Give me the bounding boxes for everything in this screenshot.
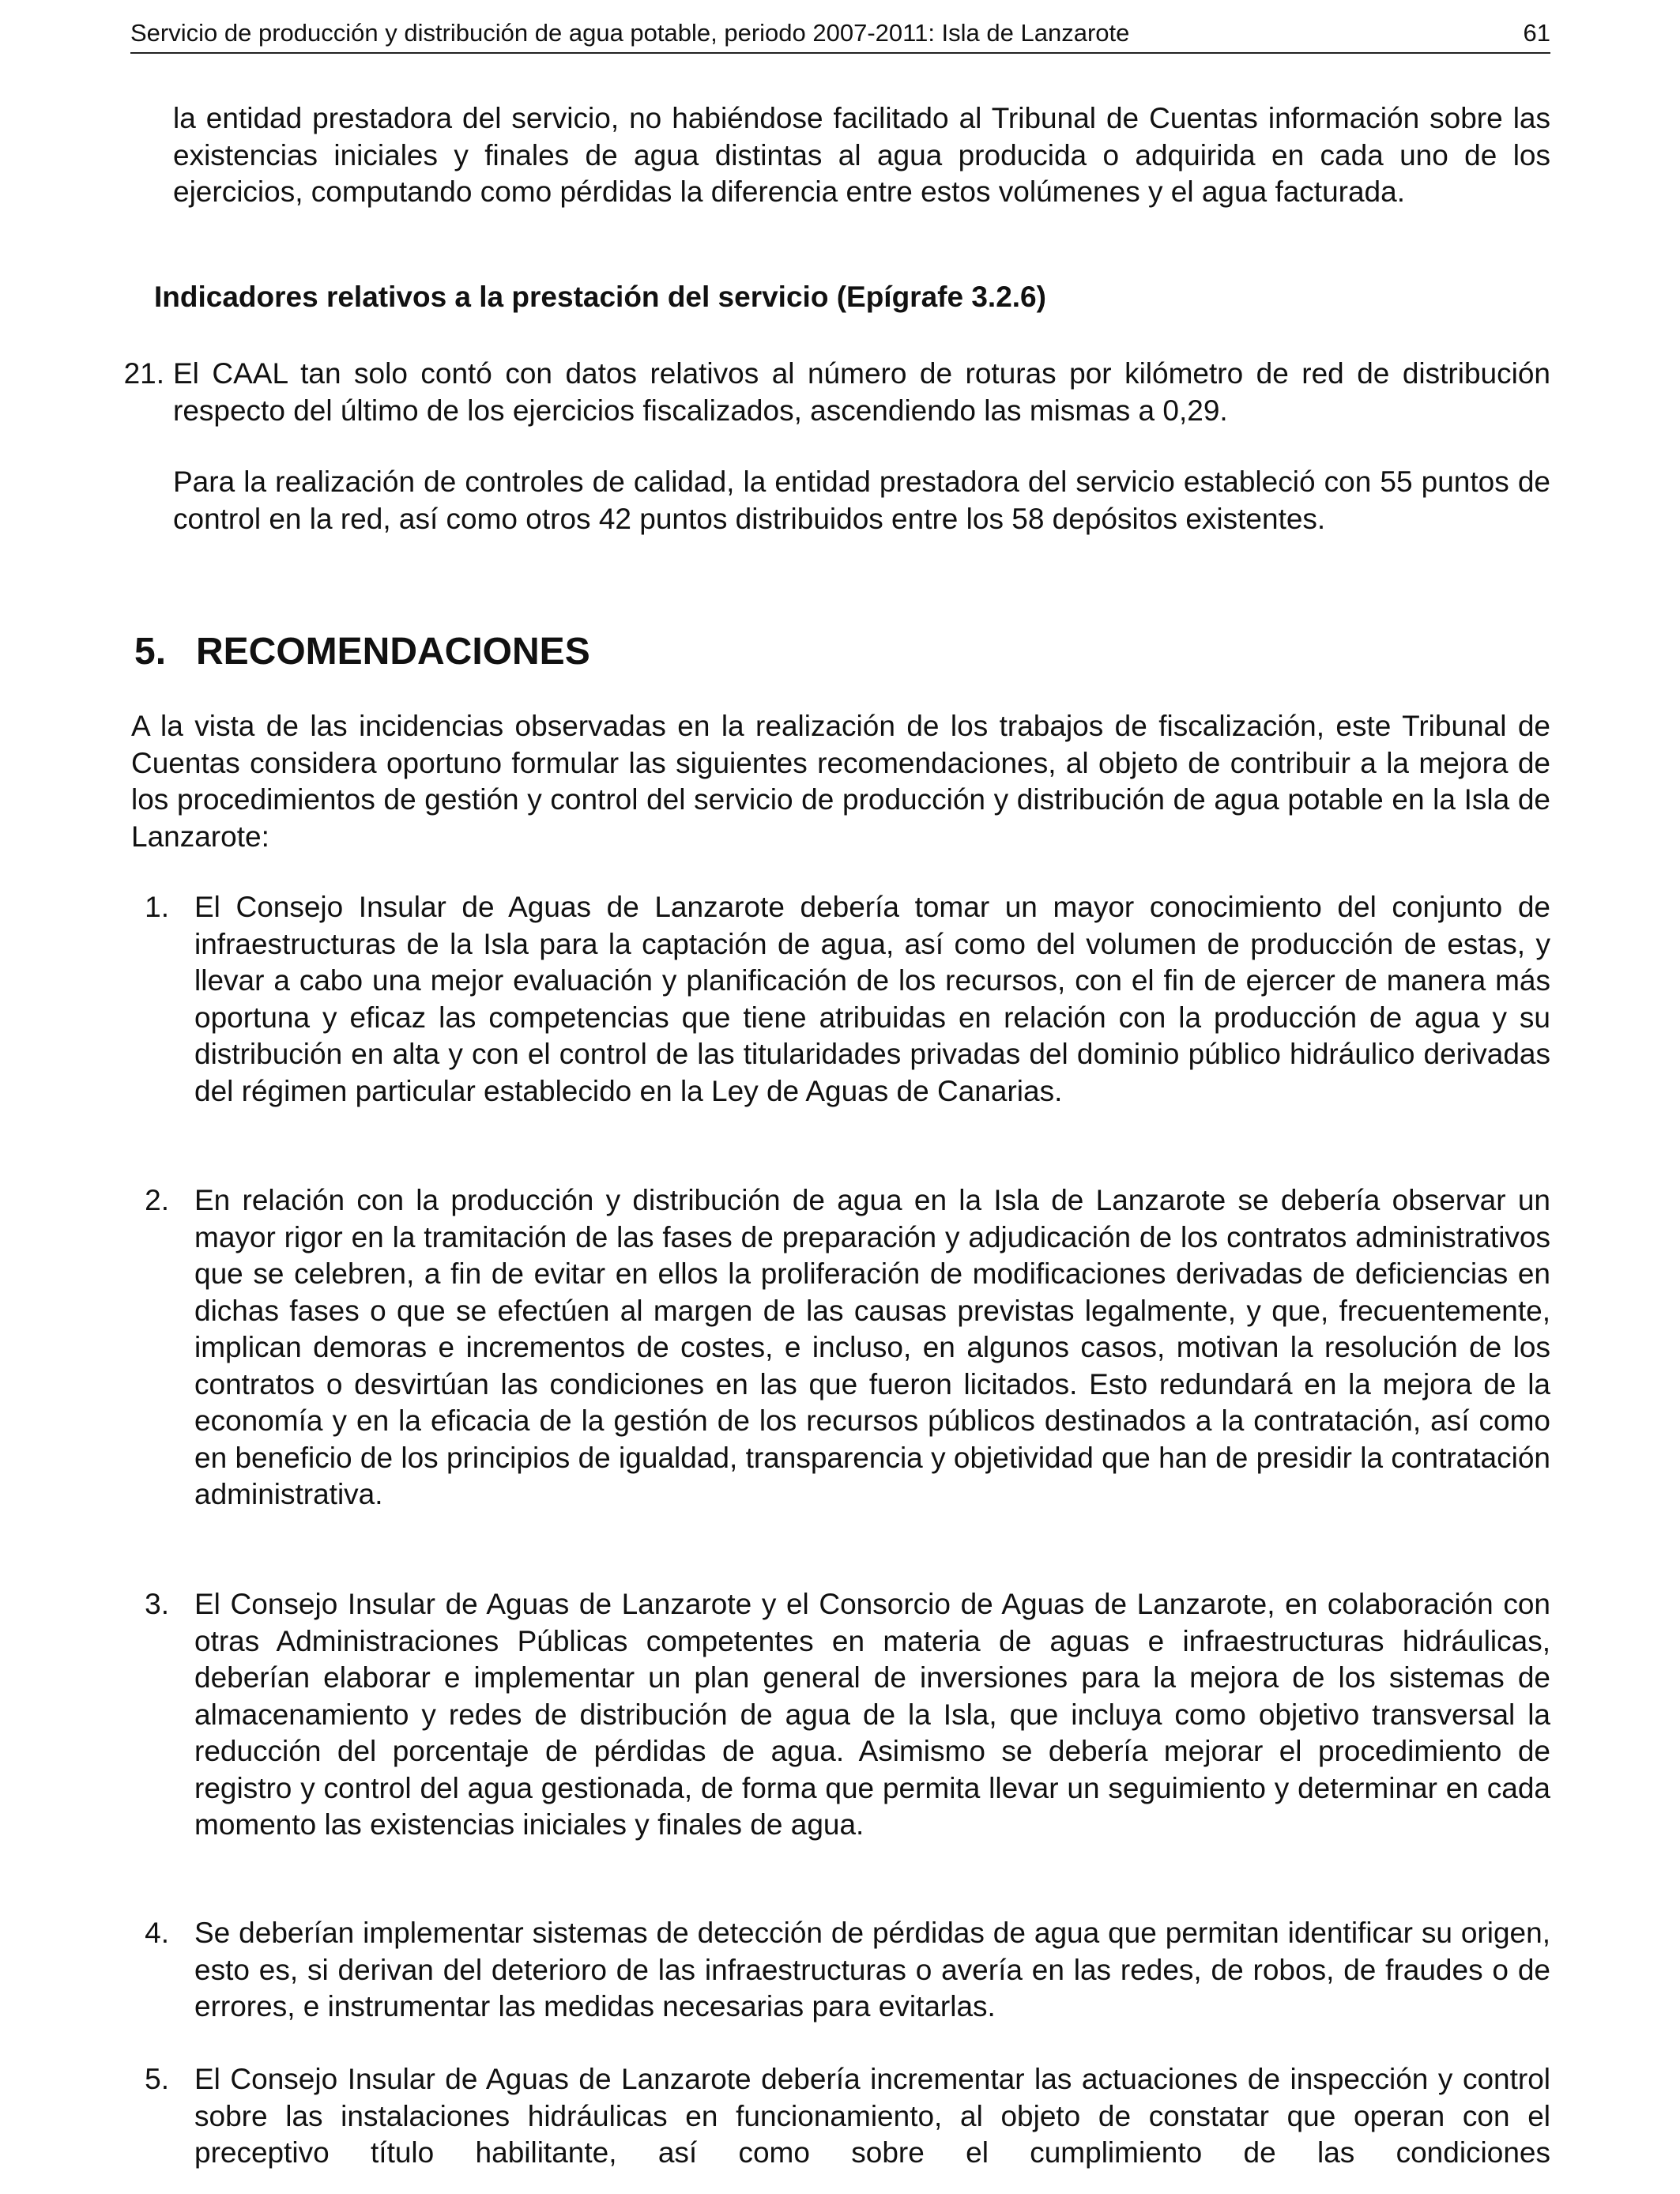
section-number: 5. (134, 631, 167, 673)
intro-continuation-paragraph: la entidad prestadora del servicio, no habiéndose facilitado al Tribunal de Cuentas información sobre las existencias iniciales y finales de agua distintas al agua producida o adquirida en cada uno de los ejercicios, computando como pérdidas la diferencia entre estos volúmenes y el agua facturada. (173, 102, 1550, 208)
header-title: Servicio de producción y distribución de agua potable, periodo 2007-2011: Isla de Lanzarote (130, 19, 1130, 47)
section-heading (134, 628, 590, 676)
point-21-paragraph: El CAAL tan solo contó con datos relativos al número de roturas por kilómetro de red de distribución respecto del último de los ejercicios fiscalizados, ascendiendo las mismas a 0,29. (173, 357, 1550, 427)
section-intro-paragraph: A la vista de las incidencias observadas en la realización de los trabajos de fiscalización, este Tribunal de Cuentas considera oportuno formular las siguientes recomendaciones, al objeto de contribuir a la mejora de los procedimientos de gestión y control del servicio de producción y distribución de agua potable en la Isla de Lanzarote: (131, 710, 1550, 853)
point-21-paragraph-2: Para la realización de controles de calidad, la entidad prestadora del servicio estableció con 55 puntos de control en la red, así como otros 42 puntos distribuidos entre los 58 depósitos existentes. (173, 466, 1550, 535)
recommendation-4-text: Se deberían implementar sistemas de detección de pérdidas de agua que permitan identificar su origen, esto es, si derivan del deterioro de las infraestructuras o avería en las redes, de robos, de fraudes o de errores, e instrumentar las medidas necesarias para evitarlas. (194, 1917, 1550, 2022)
recommendation-5-text: El Consejo Insular de Aguas de Lanzarote debería incrementar las actuaciones de inspección y control sobre las instalaciones hidráulicas en funcionamiento, al objeto de constatar que operan con el preceptivo título habilitante, así como sobre el cumplimiento de las condiciones (194, 2063, 1550, 2169)
recommendation-2-number: 2. (145, 1184, 169, 1216)
recommendation-3-number: 3. (145, 1588, 169, 1620)
running-header (130, 17, 1550, 54)
point-21-number: 21. (123, 357, 164, 390)
recommendation-3-text: El Consejo Insular de Aguas de Lanzarote y el Consorcio de Aguas de Lanzarote, en colaboración con otras Administraciones Públicas competentes en materia de aguas e infraestructuras hidráulicas, deberían elaborar e implementar un plan general de inversiones para la mejora de los sistemas de almacenamiento y redes de distribución de agua de la Isla, que incluya como objetivo transversal la reducción del porcentaje de pérdidas de agua. Asimismo se debería mejorar el procedimiento de registro y control del agua gestionada, de forma que permita llevar un seguimiento y determinar en cada momento las existencias iniciales y finales de agua. (194, 1588, 1550, 1841)
page-number: 61 (1523, 19, 1550, 47)
subheading-indicadores: Indicadores relativos a la prestación del servicio (Epígrafe 3.2.6) (154, 281, 1046, 313)
recommendation-4-number: 4. (145, 1917, 169, 1949)
recommendation-1-number: 1. (145, 891, 169, 923)
section-title: RECOMENDACIONES (196, 631, 590, 673)
recommendation-5-number: 5. (145, 2063, 169, 2095)
recommendation-2-text: En relación con la producción y distribución de agua en la Isla de Lanzarote se debería observar un mayor rigor en la tramitación de las fases de preparación y adjudicación de los contratos administrativos que se celebren, a fin de evitar en ellos la proliferación de modificaciones derivadas de deficiencias en dichas fases o que se efectúen al margen de las causas previstas legalmente, y que, frecuentemente, implican demoras e incrementos de costes, e incluso, en algunos casos, motivan la resolución de los contratos o desvirtúan las condiciones en las que fueron licitados. Esto redundará en la mejora de la economía y en la eficacia de la gestión de los recursos públicos destinados a la contratación, así como en beneficio de los principios de igualdad, transparencia y objetividad que han de presidir la contratación administrativa. (194, 1184, 1550, 1510)
recommendation-1-text: El Consejo Insular de Aguas de Lanzarote debería tomar un mayor conocimiento del conjunto de infraestructuras de la Isla para la captación de agua, así como del volumen de producción de estas, y llevar a cabo una mejor evaluación y planificación de los recursos, con el fin de ejercer de manera más oportuna y eficaz las competencias que tiene atribuidas en relación con la producción de agua y su distribución en alta y con el control de las titularidades privadas del dominio público hidráulico derivadas del régimen particular establecido en la Ley de Aguas de Canarias. (194, 891, 1550, 1107)
